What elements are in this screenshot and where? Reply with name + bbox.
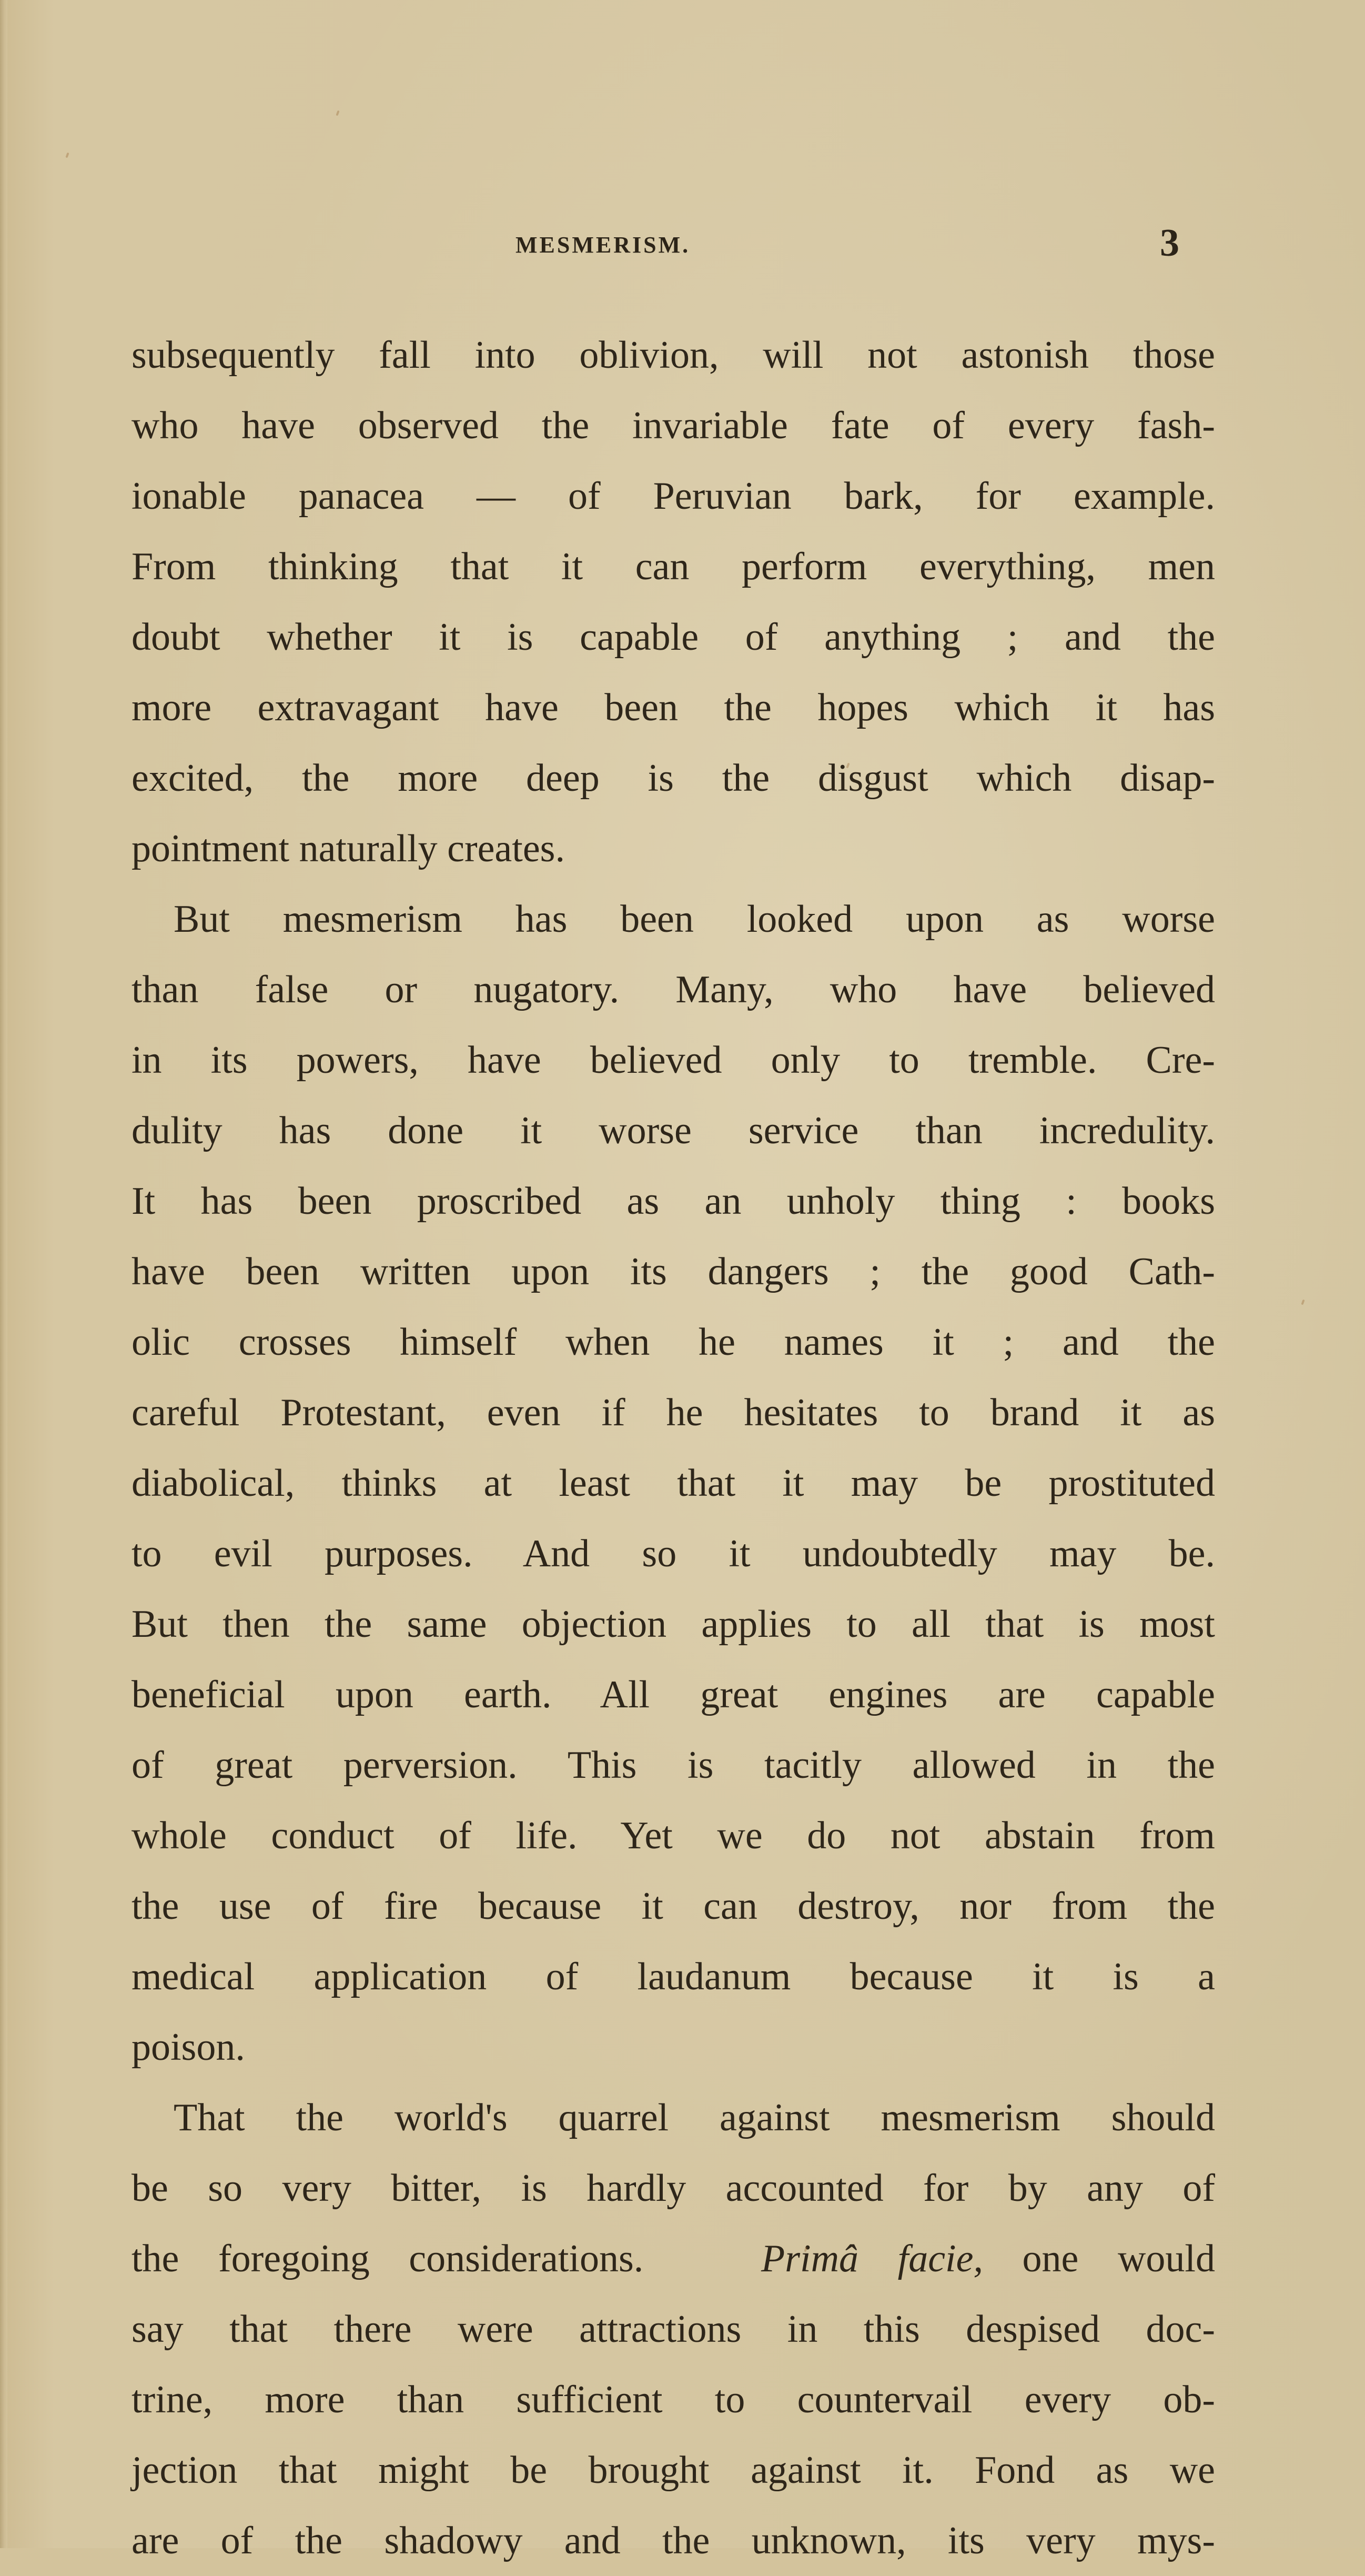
- text-line: pointment naturally creates.: [132, 827, 565, 870]
- text-line: jection that might be brought against it. Fond as we: [132, 2449, 1215, 2492]
- page-number: 3: [1160, 222, 1179, 265]
- text-line: excited, the more deep is the disgust which disap-: [132, 757, 1215, 800]
- paragraph-3: [132, 2082, 1215, 2576]
- text-segment: one would: [983, 2237, 1215, 2280]
- text-line: be so very bitter, is hardly accounted for by any of: [132, 2167, 1215, 2210]
- text-line: From thinking that it can perform everything, men: [132, 545, 1215, 588]
- text-line: diabolical, thinks at least that it may be prostituted: [132, 1462, 1215, 1505]
- text-line: doubt whether it is capable of anything ; and the: [132, 616, 1215, 659]
- text-line: beneficial upon earth. All great engines are capable: [132, 1673, 1215, 1716]
- paragraph-2: [132, 884, 1215, 2082]
- text-line: the use of fire because it can destroy, nor from the: [132, 1885, 1215, 1928]
- text-line: careful Protestant, even if he hesitates to brand it as: [132, 1391, 1215, 1434]
- text-segment: the foregoing considerations.: [132, 2237, 644, 2280]
- text-line: subsequently fall into oblivion, will not astonish those: [132, 334, 1215, 377]
- text-line: But then the same objection applies to all that is most: [132, 1603, 1215, 1646]
- text-line: ionable panacea — of Peruvian bark, for example.: [132, 475, 1215, 518]
- text-line: olic crosses himself when he names it ; and the: [132, 1321, 1215, 1364]
- body-text: [132, 320, 1215, 2576]
- text-line: than false or nugatory. Many, who have believed: [132, 968, 1215, 1011]
- text-line: trine, more than sufficient to countervail every ob-: [132, 2378, 1215, 2421]
- text-line: medical application of laudanum because it is a: [132, 1955, 1215, 1998]
- running-title: MESMERISM.: [515, 232, 691, 258]
- text-line: That the world's quarrel against mesmerism should: [174, 2096, 1215, 2139]
- text-line: are of the shadowy and the unknown, its very mys-: [132, 2519, 1215, 2562]
- text-line: poison.: [132, 2026, 245, 2069]
- text-line: to evil purposes. And so it undoubtedly may be.: [132, 1532, 1215, 1575]
- page-binding-edge: [0, 0, 7, 2548]
- paper-speck: [1301, 1300, 1305, 1305]
- text-line: But mesmerism has been looked upon as worse: [174, 898, 1215, 941]
- text-line-with-italic: [132, 2223, 1215, 2294]
- paragraph-1: [132, 320, 1215, 884]
- text-line: say that there were attractions in this despised doc-: [132, 2308, 1215, 2351]
- italic-phrase: Primâ facie,: [761, 2237, 983, 2280]
- text-line: of great perversion. This is tacitly allowed in the: [132, 1744, 1215, 1787]
- paper-speck: [65, 153, 69, 158]
- text-line: whole conduct of life. Yet we do not abstain from: [132, 1814, 1215, 1857]
- text-line: in its powers, have believed only to tremble. Cre-: [132, 1039, 1215, 1082]
- text-line: It has been proscribed as an unholy thing : books: [132, 1180, 1215, 1223]
- text-line: who have observed the invariable fate of every fash-: [132, 404, 1215, 447]
- text-line: more extravagant have been the hopes which it has: [132, 686, 1215, 729]
- paper-speck: [336, 110, 339, 116]
- text-line: dulity has done it worse service than incredulity.: [132, 1109, 1215, 1152]
- text-line: have been written upon its dangers ; the good Cath-: [132, 1250, 1215, 1293]
